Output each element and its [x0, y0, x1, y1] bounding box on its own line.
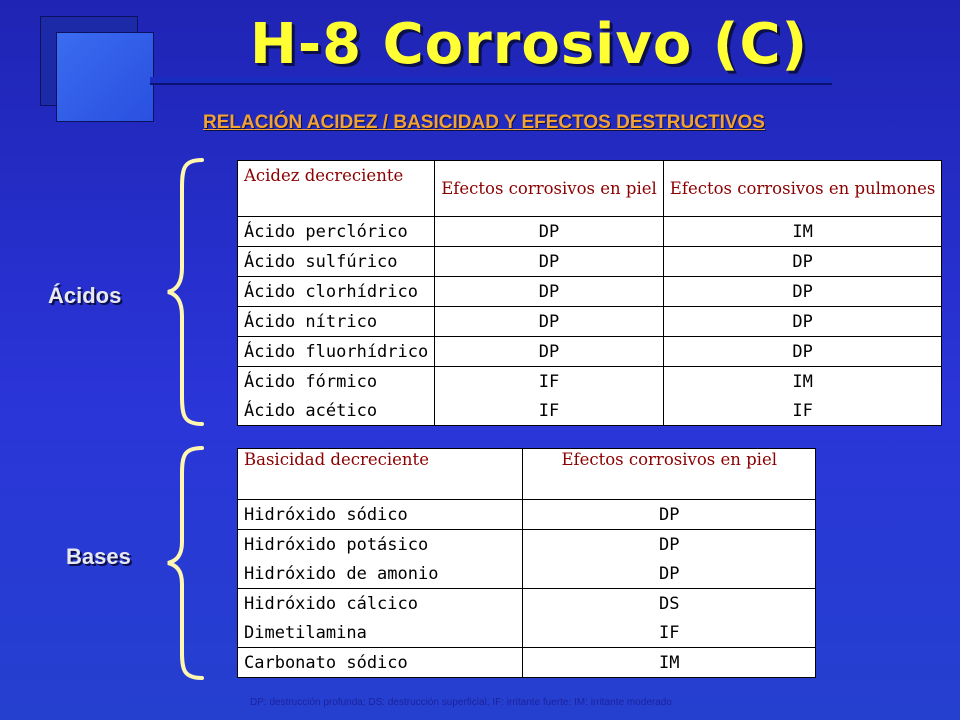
acid-skin-effect: IF [435, 396, 664, 426]
table-row [238, 396, 942, 426]
acid-name: Ácido fluorhídrico [238, 337, 435, 367]
base-skin-effect: DP [523, 530, 816, 560]
legend-footnote: DP: destrucción profunda; DS: destrucción superficial; IF: irritante fuerte; IM: irritante moderado [250, 697, 672, 708]
table-header-row [238, 449, 816, 500]
acid-skin-effect: DP [435, 277, 664, 307]
acid-lung-effect: IM [663, 217, 942, 247]
acid-name: Ácido nítrico [238, 307, 435, 337]
acids-header-lungs: Efectos corrosivos en pulmones [663, 161, 942, 217]
bases-group-label: Bases [66, 544, 131, 569]
acid-name: Ácido clorhídrico [238, 277, 435, 307]
table-row [238, 500, 816, 530]
acid-name: Ácido fórmico [238, 367, 435, 397]
page-title: H-8 Corrosivo (C) [250, 12, 809, 77]
acid-name: Ácido perclórico [238, 217, 435, 247]
bases-table [237, 448, 816, 678]
acid-lung-effect: DP [663, 337, 942, 367]
acid-skin-effect: DP [435, 307, 664, 337]
base-skin-effect: DP [523, 559, 816, 589]
acid-name: Ácido acético [238, 396, 435, 426]
acid-skin-effect: DP [435, 247, 664, 277]
base-name: Dimetilamina [238, 618, 523, 648]
acid-skin-effect: IF [435, 367, 664, 397]
table-row [238, 530, 816, 560]
table-row [238, 648, 816, 678]
acids-group-label: Ácidos [48, 283, 122, 308]
base-skin-effect: DP [523, 500, 816, 530]
table-row [238, 618, 816, 648]
acids-header-skin: Efectos corrosivos en piel [435, 161, 664, 217]
table-row [238, 307, 942, 337]
acid-lung-effect: DP [663, 247, 942, 277]
base-name: Hidróxido potásico [238, 530, 523, 560]
acid-skin-effect: DP [435, 337, 664, 367]
base-skin-effect: IM [523, 648, 816, 678]
title-underline-bar [150, 77, 832, 85]
bases-header-basicity: Basicidad decreciente [238, 449, 523, 500]
bases-header-skin: Efectos corrosivos en piel [523, 449, 816, 500]
table-row [238, 337, 942, 367]
acid-lung-effect: IM [663, 367, 942, 397]
table-row [238, 367, 942, 397]
base-name: Hidróxido de amonio [238, 559, 523, 589]
table-row [238, 559, 816, 589]
acid-lung-effect: IF [663, 396, 942, 426]
acids-brace-icon [166, 158, 206, 426]
table-row [238, 589, 816, 619]
base-name: Hidróxido cálcico [238, 589, 523, 619]
table-header-row [238, 161, 942, 217]
table-row [238, 217, 942, 247]
acids-table [237, 160, 942, 426]
acid-name: Ácido sulfúrico [238, 247, 435, 277]
acid-lung-effect: DP [663, 307, 942, 337]
table-row [238, 247, 942, 277]
acid-lung-effect: DP [663, 277, 942, 307]
page-subtitle: RELACIÓN ACIDEZ / BASICIDAD Y EFECTOS DESTRUCTIVOS [203, 112, 765, 133]
acid-skin-effect: DP [435, 217, 664, 247]
base-skin-effect: IF [523, 618, 816, 648]
base-name: Carbonato sódico [238, 648, 523, 678]
base-name: Hidróxido sódico [238, 500, 523, 530]
table-row [238, 277, 942, 307]
decorative-square-front [56, 32, 154, 122]
base-skin-effect: DS [523, 589, 816, 619]
acids-header-acidity: Acidez decreciente [238, 161, 435, 217]
bases-brace-icon [166, 446, 206, 680]
